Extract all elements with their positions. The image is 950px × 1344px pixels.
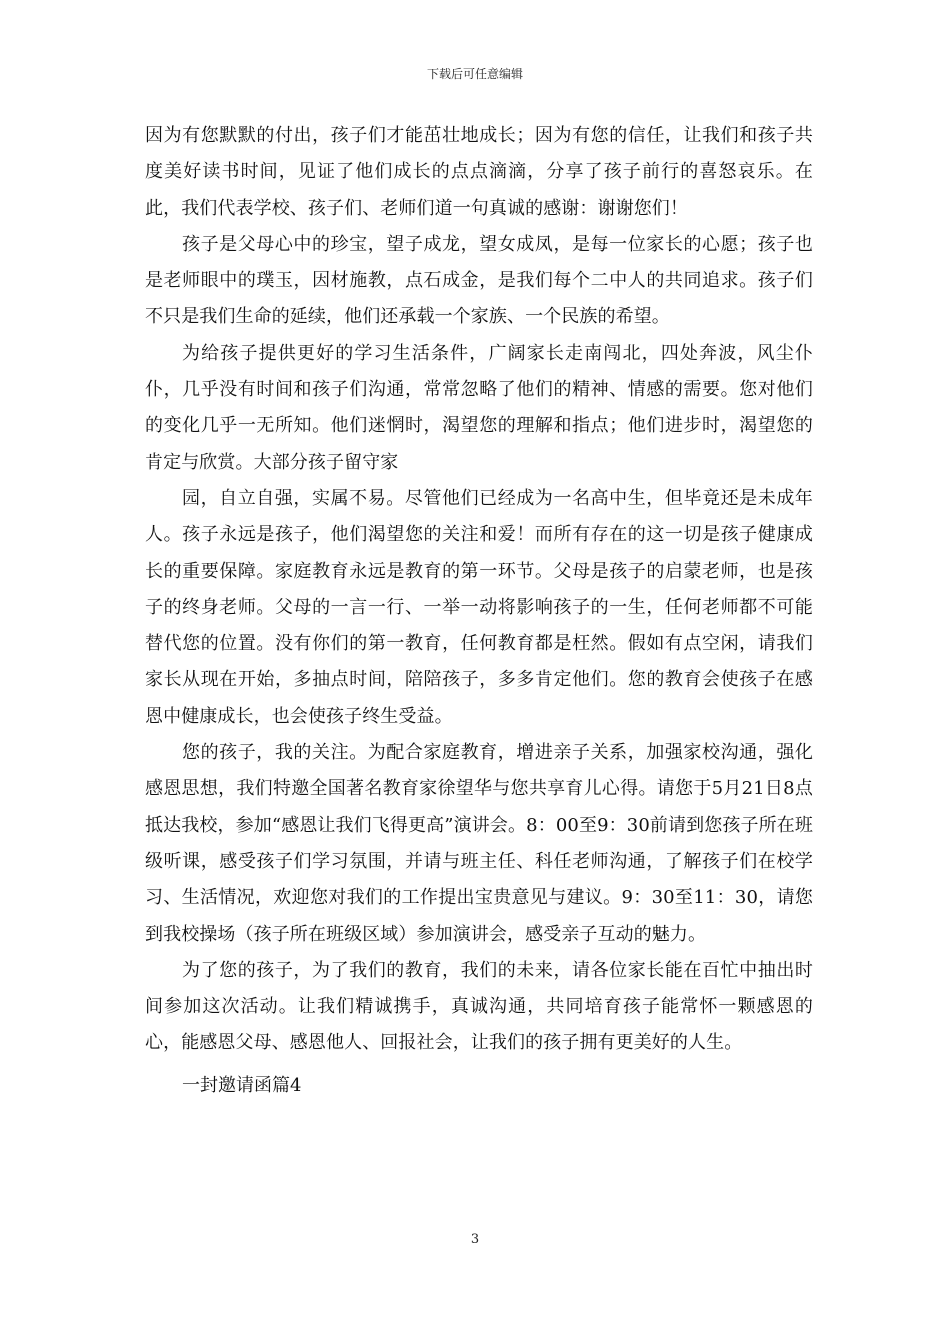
paragraph: 孩子是父母心中的珍宝，望子成龙，望女成凤，是每一位家长的心愿；孩子也是老师眼中的璞玉，因材施教，点石成金，是我们每个二中人的共同追求。孩子们不只是我们生命的延续，他们还承载一个家族、一个民族的希望。	[145, 233, 813, 328]
paragraph: 因为有您默默的付出，孩子们才能茁壮地成长；因为有您的信任，让我们和孩子共度美好读书时间，见证了他们成长的点点滴滴，分享了孩子前行的喜怒哀乐。在此，我们代表学校、孩子们、老师们道一句真诚的感谢：谢谢您们！	[145, 125, 813, 219]
section-title: 一封邀请函篇4	[182, 1074, 302, 1096]
page-header: 下载后可任意编辑	[426, 67, 523, 81]
paragraph: 园，自立自强，实属不易。尽管他们已经成为一名高中生，但毕竟还是未成年人。孩子永远是孩子，他们渴望您的关注和爱！而所有存在的这一切是孩子健康成长的重要保障。家庭教育永远是教育的第一环节。父母是孩子的启蒙老师，也是孩子的终身老师。父母的一言一行、一举一动将影响孩子的一生，任何老师都不可能替代您的位置。没有你们的第一教育，任何教育都是枉然。假如有点空闲，请我们家长从现在开始，多抽点时间，陪陪孩子，多多肯定他们。您的教育会使孩子在感恩中健康成长，也会使孩子终生受益。	[145, 487, 813, 727]
page-number: 3	[470, 1232, 480, 1247]
paragraph: 您的孩子，我的关注。为配合家庭教育，增进亲子关系，加强家校沟通，强化感恩思想，我们特邀全国著名教育家徐望华与您共享育儿心得。请您于5月21日8点抵达我校，参加“感恩让我们飞得更高”演讲会。8：00至9：30前请到您孩子所在班级听课，感受孩子们学习氛围，并请与班主任、科任老师沟通，了解孩子们在校学习、生活情况，欢迎您对我们的工作提出宝贵意见与建议。9：30至11：30，请您到我校操场（孩子所在班级区域）参加演讲会，感受亲子互动的魅力。	[145, 742, 813, 945]
paragraph: 为了您的孩子，为了我们的教育，我们的未来，请各位家长能在百忙中抽出时间参加这次活动。让我们精诚携手，真诚沟通，共同培育孩子能常怀一颗感恩的心，能感恩父母、感恩他人、回报社会，让我们的孩子拥有更美好的人生。	[145, 959, 813, 1054]
document-body	[145, 118, 813, 1104]
paragraph: 为给孩子提供更好的学习生活条件，广阔家长走南闯北，四处奔波，风尘仆仆，几乎没有时间和孩子们沟通，常常忽略了他们的精神、情感的需要。您对他们的变化几乎一无所知。他们迷惘时，渴望您的理解和指点；他们进步时，渴望您的肯定与欣赏。大部分孩子留守家	[145, 342, 813, 473]
